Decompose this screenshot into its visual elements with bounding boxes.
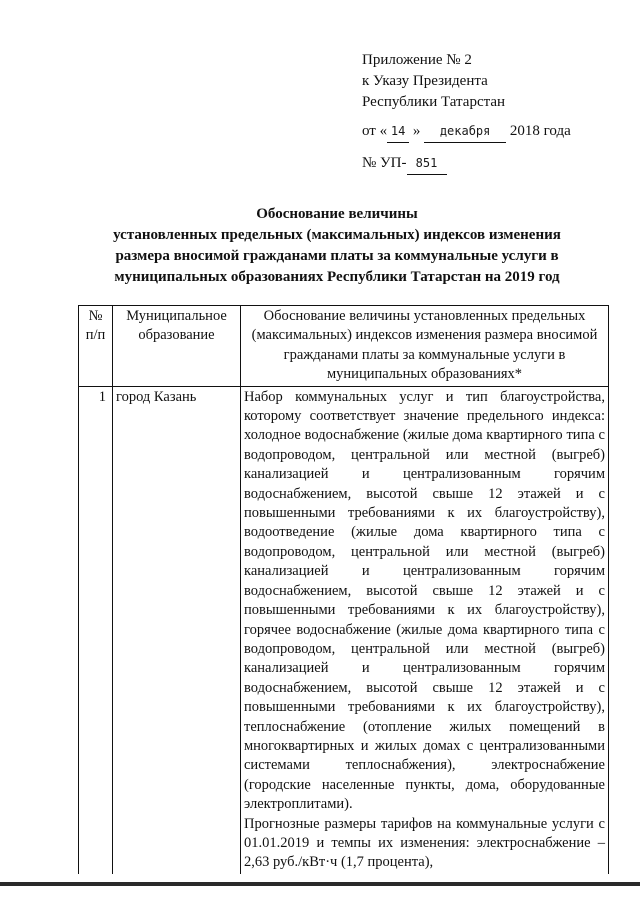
title-line-3: размера вносимой гражданами платы за коммунальные услуги в [115, 248, 559, 264]
table-header-row [79, 306, 609, 387]
appendix-number: Приложение № 2 [362, 52, 472, 68]
decree-number [362, 153, 622, 175]
date-day: 14 [390, 124, 406, 138]
appendix-republic: Республики Татарстан [362, 94, 506, 110]
date-mid: » [412, 123, 421, 139]
number-value: 851 [415, 156, 438, 170]
number-prefix: № УП- [362, 155, 407, 171]
table-row [79, 386, 609, 874]
row-municipality: город Казань [113, 386, 241, 874]
justification-paragraph-2: Прогнозные размеры тарифов на коммунальные услуги с 01.01.2019 и темпы их изменения: электроснабжение – 2,63 руб./кВт·ч (1,7 процента), [244, 815, 605, 871]
title-line-2: установленных предельных (максимальных) индексов изменения [113, 227, 561, 243]
justification-table [78, 305, 609, 874]
date-month: декабря [439, 124, 491, 138]
date-year: 2018 года [509, 123, 571, 139]
header-municipality: Муниципальное образование [113, 306, 241, 387]
title-line-1: Обоснование величины [256, 206, 418, 222]
appendix-header [362, 50, 622, 175]
row-num: 1 [79, 386, 113, 874]
appendix-decree-ref: к Указу Президента [362, 73, 488, 89]
page-bottom-edge [0, 882, 640, 886]
row-justification [241, 386, 609, 874]
title-line-4: муниципальных образованиях Республики Татарстан на 2019 год [114, 269, 560, 285]
date-prefix: от « [362, 123, 388, 139]
justification-paragraph-1: Набор коммунальных услуг и тип благоустройства, которому соответствует значение предельного индекса: холодное водоснабжение (жилые дома квартирного типа с водопроводом, центральной или местной (выгреб) канализацией и централизованным горячим водоснабжением, высотой свыше 12 этажей и с повышенными требованиями к их благоустройству), водоотведение (жилые дома квартирного типа с водопроводом, центральной или местной (выгреб) канализацией и централизованным горячим водоснабжением, высотой свыше 12 этажей и с повышенными требованиями к их благоустройству), горячее водоснабжение (жилые дома квартирного типа с водопроводом, центральной или местной (выгреб) канализацией и централизованным горячим водоснабжением, высотой свыше 12 этажей и с повышенными требованиями к их благоустройству), теплоснабжение (отопление жилых помещений в многоквартирных и жилых домах с централизованными системами теплоснабжения), электроснабжение (городские населенные пункты, дома, оборудованные электроплитами). [244, 388, 605, 813]
header-justification: Обоснование величины установленных предельных (максимальных) индексов изменения размера вносимой гражданами платы за коммунальные услуги в муниципальных образованиях* [241, 306, 609, 387]
header-num: № п/п [79, 306, 113, 387]
decree-date [362, 121, 622, 143]
document-title [60, 204, 614, 288]
